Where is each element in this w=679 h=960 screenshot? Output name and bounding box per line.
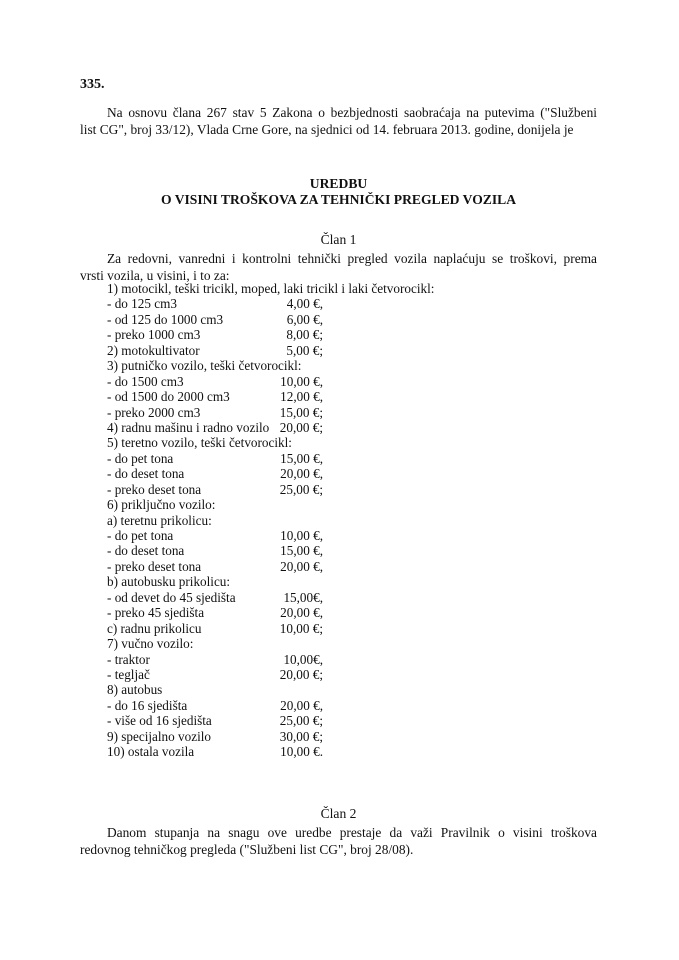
fee-item-label: - do pet tona xyxy=(107,450,174,466)
fee-item-label: - do deset tona xyxy=(107,543,185,559)
regulation-number: 335. xyxy=(80,77,105,92)
title-line-1: UREDBU xyxy=(309,176,368,191)
fee-item-value: 20,00 €, xyxy=(280,558,323,574)
fee-item-value: 12,00 €, xyxy=(280,389,323,405)
article-1-paragraph xyxy=(80,250,597,284)
document-title xyxy=(80,176,597,208)
fee-item-label: 7) vučno vozilo: xyxy=(107,636,194,652)
fee-item-label: - od 125 do 1000 cm3 xyxy=(107,311,224,327)
fee-item-label: - do deset tona xyxy=(107,466,185,482)
fee-item-value: 10,00 €, xyxy=(280,373,323,389)
fee-item-label: - preko 45 sjedišta xyxy=(107,605,205,621)
article-2-line-2: redovnog tehničkog pregleda ("Službeni list CG", broj 28/08). xyxy=(80,842,414,857)
fee-item-value: 8,00 €; xyxy=(286,327,323,343)
fee-item-value: 20,00 €, xyxy=(280,466,323,482)
fee-item-value: 5,00 €; xyxy=(286,342,323,358)
fee-item-label: - preko 2000 cm3 xyxy=(107,404,201,420)
title-line-2: O VISINI TROŠKOVA ZA TEHNIČKI PREGLED VOZILA xyxy=(160,192,517,207)
article-1-line-1: Za redovni, vanredni i kontrolni tehnički pregled vozila naplaćuju se troškovi, prema xyxy=(107,251,597,266)
fee-item-label: - preko deset tona xyxy=(107,481,202,497)
fee-item-value: 20,00 €, xyxy=(280,697,323,713)
fee-item-value: 20,00 €; xyxy=(279,419,323,435)
fee-item-label: - od 1500 do 2000 cm3 xyxy=(107,389,230,405)
fee-item-label: - do pet tona xyxy=(107,528,174,543)
article-1-line-2: vrsti vozila, u visini, i to za: xyxy=(80,268,230,283)
fee-item-value: 15,00 €, xyxy=(280,450,323,466)
fee-item-label: b) autobusku prikolicu: xyxy=(107,574,231,590)
fee-item-label: 9) specijalno vozilo xyxy=(107,728,212,744)
fee-item-value: 10,00€, xyxy=(283,651,323,667)
fee-item-label: - traktor xyxy=(107,651,150,667)
fee-item-value: 10,00 €; xyxy=(279,620,323,636)
fee-item-value: 20,00 €; xyxy=(279,666,323,682)
fee-item-value: 15,00 €, xyxy=(280,543,323,559)
fee-item-label: - od devet do 45 sjedišta xyxy=(107,589,236,605)
fee-item-label: 5) teretno vozilo, teški četvorocikl: xyxy=(107,435,292,451)
fee-item-value: 15,00€, xyxy=(283,589,323,605)
fee-item-value: 6,00 €, xyxy=(286,311,323,327)
fee-item-label: 1) motocikl, teški tricikl, moped, laki tricikl i laki četvorocikl: xyxy=(107,281,435,296)
fee-item-label: - do 1500 cm3 xyxy=(107,373,184,389)
intro-paragraph xyxy=(80,104,597,138)
fee-item-label: 10) ostala vozila xyxy=(107,744,195,760)
fee-item-label: - preko deset tona xyxy=(107,558,202,574)
fee-item-label: 8) autobus xyxy=(107,682,163,698)
article-2-heading: Član 2 xyxy=(320,806,357,821)
fee-item-value: 20,00 €, xyxy=(280,605,323,621)
article-2-paragraph xyxy=(80,824,597,858)
fee-item-label: - tegljač xyxy=(107,666,150,682)
fee-item-value: 15,00 €; xyxy=(279,404,323,420)
intro-line-2: list CG", broj 33/12), Vlada Crne Gore, na sjednici od 14. februara 2013. godine, donijela je xyxy=(80,122,574,137)
fee-item-value: 4,00 €, xyxy=(286,296,323,312)
fee-item-label: 2) motokultivator xyxy=(107,342,200,358)
fee-item-label: a) teretnu prikolicu: xyxy=(107,512,212,528)
intro-line-1: Na osnovu člana 267 stav 5 Zakona o bezbjednosti saobraćaja na putevima ("Službeni xyxy=(107,105,597,120)
fee-item-value: 10,00 €. xyxy=(280,744,323,760)
fee-item-label: - do 16 sjedišta xyxy=(107,697,188,713)
fee-item-label: 4) radnu mašinu i radno vozilo xyxy=(107,419,270,435)
fee-item-label: 3) putničko vozilo, teški četvorocikl: xyxy=(107,358,302,374)
fee-item-label: c) radnu prikolicu xyxy=(107,620,202,636)
fee-item-value: 10,00 €, xyxy=(280,528,323,543)
fee-item-value: 25,00 €; xyxy=(279,713,323,729)
fee-item-label: - više od 16 sjedišta xyxy=(107,713,212,729)
fee-item-label: - preko 1000 cm3 xyxy=(107,327,201,343)
article-1-heading: Član 1 xyxy=(320,232,357,247)
fee-item-label: 6) priključno vozilo: xyxy=(107,497,216,513)
article-2-line-1: Danom stupanja na snagu ove uredbe prestaje da važi Pravilnik o visini troškova xyxy=(107,825,597,840)
fee-item-value: 30,00 €; xyxy=(279,728,323,744)
fee-item-label: - do 125 cm3 xyxy=(107,296,177,312)
fee-item-value: 25,00 €; xyxy=(279,481,323,497)
